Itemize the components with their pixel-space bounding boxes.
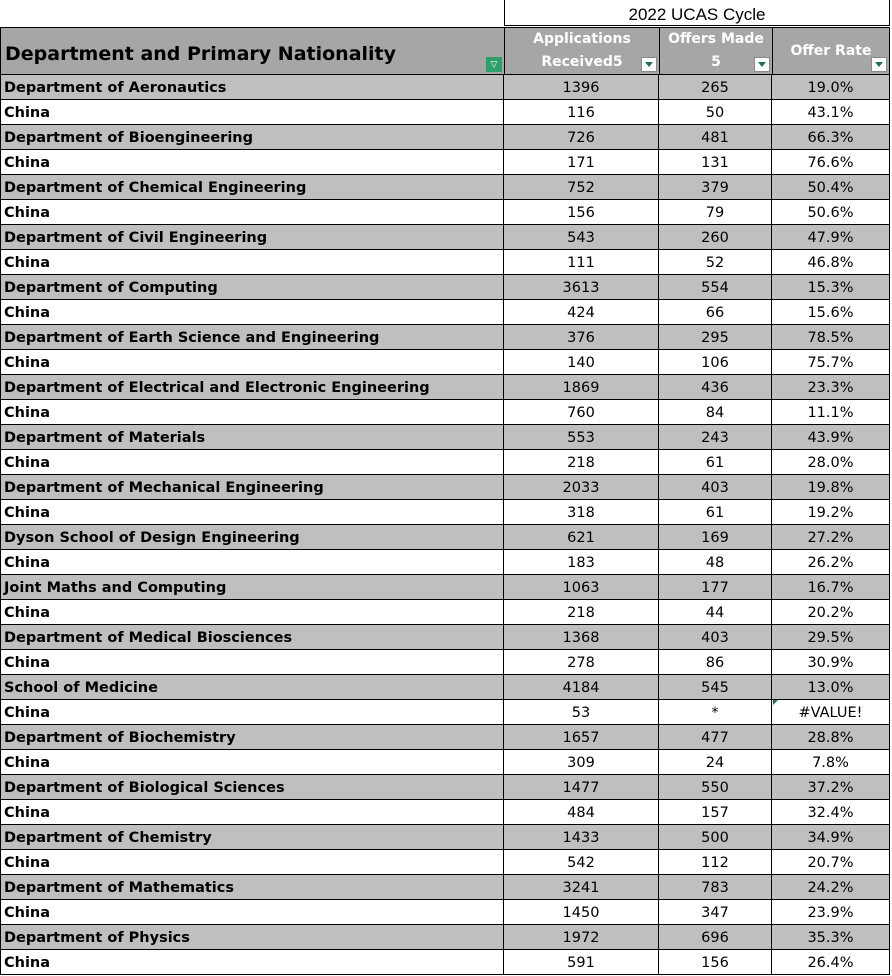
department-row <box>0 275 890 300</box>
cycle-title[interactable]: 2022 UCAS Cycle <box>504 0 890 26</box>
offers-cell[interactable]: 79 <box>659 200 772 224</box>
offers-cell[interactable]: 243 <box>659 425 772 449</box>
header-offers-line2: 5 <box>711 54 721 70</box>
applications-cell[interactable]: 1477 <box>504 775 659 799</box>
name-cell[interactable]: Department of Bioengineering <box>1 125 504 149</box>
nationality-row <box>0 400 890 425</box>
nationality-row <box>0 250 890 275</box>
applications-cell[interactable]: 760 <box>504 400 659 424</box>
applications-cell[interactable]: 171 <box>504 150 659 174</box>
department-row <box>0 225 890 250</box>
department-row <box>0 875 890 900</box>
offer-rate-cell[interactable]: 34.9% <box>807 830 854 846</box>
department-row <box>0 775 890 800</box>
offers-cell[interactable]: 157 <box>659 800 772 824</box>
offers-cell[interactable]: 379 <box>659 175 772 199</box>
applications-cell[interactable]: 278 <box>504 650 659 674</box>
offer-rate-cell[interactable]: 13.0% <box>807 680 854 696</box>
offers-cell[interactable]: 24 <box>659 750 772 774</box>
name-cell[interactable]: China <box>1 900 504 924</box>
applications-cell[interactable]: 218 <box>504 450 659 474</box>
name-cell[interactable]: Department of Medical Biosciences <box>1 625 504 649</box>
applications-cell[interactable]: 543 <box>504 225 659 249</box>
offers-cell[interactable]: 44 <box>659 600 772 624</box>
offer-rate-cell[interactable]: 26.4% <box>807 955 854 971</box>
offer-rate-cell[interactable]: 20.7% <box>807 855 854 871</box>
filter-active-icon[interactable] <box>486 57 502 72</box>
name-cell[interactable]: China <box>1 750 504 774</box>
offers-cell[interactable]: 783 <box>659 875 772 899</box>
name-cell[interactable]: Department of Aeronautics <box>1 75 504 99</box>
nationality-row <box>0 950 890 975</box>
offer-rate-cell[interactable]: 29.5% <box>807 630 854 646</box>
header-offers[interactable] <box>660 28 773 74</box>
name-cell[interactable]: Department of Materials <box>1 425 504 449</box>
nationality-row <box>0 900 890 925</box>
offer-rate-cell[interactable]: 47.9% <box>807 230 854 246</box>
department-row <box>0 625 890 650</box>
nationality-row <box>0 750 890 775</box>
offers-cell[interactable]: 131 <box>659 150 772 174</box>
name-cell[interactable]: China <box>1 600 504 624</box>
name-cell[interactable]: Dyson School of Design Engineering <box>1 525 504 549</box>
applications-cell[interactable]: 542 <box>504 850 659 874</box>
header-offers-line1: Offers Made <box>668 31 764 47</box>
nationality-row <box>0 500 890 525</box>
name-cell[interactable]: China <box>1 100 504 124</box>
applications-cell[interactable]: 1063 <box>504 575 659 599</box>
offers-cell[interactable]: 84 <box>659 400 772 424</box>
offer-rate-cell[interactable]: 15.3% <box>807 280 854 296</box>
department-row <box>0 725 890 750</box>
department-row <box>0 575 890 600</box>
name-cell[interactable]: Department of Computing <box>1 275 504 299</box>
applications-cell[interactable]: 53 <box>504 700 659 724</box>
table-header <box>0 27 890 75</box>
offers-cell[interactable]: 86 <box>659 650 772 674</box>
offers-cell[interactable]: 295 <box>659 325 772 349</box>
name-cell[interactable]: China <box>1 800 504 824</box>
offers-cell[interactable]: 477 <box>659 725 772 749</box>
name-cell[interactable]: China <box>1 500 504 524</box>
offers-cell[interactable]: 260 <box>659 225 772 249</box>
name-cell[interactable]: China <box>1 150 504 174</box>
filter-dropdown-icon[interactable] <box>871 57 887 72</box>
offer-rate-cell[interactable]: 66.3% <box>807 130 854 146</box>
applications-cell[interactable]: 1972 <box>504 925 659 949</box>
applications-cell[interactable]: 2033 <box>504 475 659 499</box>
header-offer-rate[interactable] <box>773 28 889 74</box>
name-cell[interactable]: Department of Earth Science and Engineering <box>1 325 504 349</box>
nationality-row <box>0 200 890 225</box>
offers-cell[interactable]: 436 <box>659 375 772 399</box>
offer-rate-cell[interactable]: 43.9% <box>807 430 854 446</box>
nationality-row <box>0 100 890 125</box>
applications-cell[interactable]: 3241 <box>504 875 659 899</box>
applications-cell[interactable]: 4184 <box>504 675 659 699</box>
name-cell[interactable]: China <box>1 700 504 724</box>
applications-cell[interactable]: 376 <box>504 325 659 349</box>
header-applications-line1: Applications <box>533 31 631 47</box>
offers-cell[interactable]: 403 <box>659 475 772 499</box>
offer-rate-cell[interactable]: 30.9% <box>807 655 854 671</box>
offer-rate-cell[interactable]: 27.2% <box>807 530 854 546</box>
name-cell[interactable]: China <box>1 350 504 374</box>
offer-rate-cell[interactable]: 19.0% <box>807 80 854 96</box>
name-cell[interactable]: Department of Biochemistry <box>1 725 504 749</box>
applications-cell[interactable]: 553 <box>504 425 659 449</box>
cycle-title-row <box>0 0 892 27</box>
filter-dropdown-icon[interactable] <box>754 57 770 72</box>
department-row <box>0 675 890 700</box>
applications-cell[interactable]: 1869 <box>504 375 659 399</box>
offers-cell[interactable]: 265 <box>659 75 772 99</box>
offer-rate-cell[interactable]: 76.6% <box>807 155 854 171</box>
applications-cell[interactable]: 111 <box>504 250 659 274</box>
offers-cell[interactable]: 169 <box>659 525 772 549</box>
header-department[interactable] <box>1 28 505 74</box>
offers-cell[interactable]: 48 <box>659 550 772 574</box>
applications-cell[interactable]: 621 <box>504 525 659 549</box>
offer-rate-cell[interactable]: 50.6% <box>807 205 854 221</box>
name-cell[interactable]: China <box>1 850 504 874</box>
department-row <box>0 925 890 950</box>
applications-cell[interactable]: 484 <box>504 800 659 824</box>
offers-cell[interactable]: * <box>659 700 772 724</box>
offer-rate-cell[interactable]: 75.7% <box>807 355 854 371</box>
offers-cell[interactable]: 66 <box>659 300 772 324</box>
offers-cell[interactable]: 106 <box>659 350 772 374</box>
department-row <box>0 125 890 150</box>
applications-cell[interactable]: 309 <box>504 750 659 774</box>
applications-cell[interactable]: 591 <box>504 950 659 974</box>
offer-rate-cell[interactable]: 19.8% <box>807 480 854 496</box>
name-cell[interactable]: China <box>1 550 504 574</box>
applications-cell[interactable]: 140 <box>504 350 659 374</box>
offer-rate-cell[interactable]: 35.3% <box>807 930 854 946</box>
department-row <box>0 425 890 450</box>
name-cell[interactable]: Department of Civil Engineering <box>1 225 504 249</box>
offer-rate-cell[interactable]: #VALUE! <box>798 705 863 721</box>
offer-rate-cell[interactable]: 23.9% <box>807 905 854 921</box>
offers-cell[interactable]: 177 <box>659 575 772 599</box>
offer-rate-cell[interactable]: 16.7% <box>807 580 854 596</box>
error-indicator-icon[interactable] <box>773 700 778 705</box>
applications-cell[interactable]: 218 <box>504 600 659 624</box>
department-row <box>0 375 890 400</box>
applications-cell[interactable]: 1368 <box>504 625 659 649</box>
header-applications[interactable] <box>505 28 660 74</box>
offer-rate-cell[interactable]: 24.2% <box>807 880 854 896</box>
nationality-row <box>0 850 890 875</box>
offer-rate-cell[interactable]: 78.5% <box>807 330 854 346</box>
nationality-row <box>0 600 890 625</box>
applications-cell[interactable]: 1433 <box>504 825 659 849</box>
applications-cell[interactable]: 116 <box>504 100 659 124</box>
offers-cell[interactable]: 50 <box>659 100 772 124</box>
applications-cell[interactable]: 1450 <box>504 900 659 924</box>
applications-cell[interactable]: 183 <box>504 550 659 574</box>
offer-rate-cell[interactable]: 28.0% <box>807 455 854 471</box>
department-row <box>0 325 890 350</box>
offer-rate-cell[interactable]: 15.6% <box>807 305 854 321</box>
nationality-row <box>0 150 890 175</box>
nationality-row <box>0 300 890 325</box>
offers-cell[interactable]: 61 <box>659 500 772 524</box>
filter-dropdown-icon[interactable] <box>641 57 657 72</box>
name-cell[interactable]: Department of Mathematics <box>1 875 504 899</box>
offers-cell[interactable]: 550 <box>659 775 772 799</box>
nationality-row <box>0 550 890 575</box>
name-cell[interactable]: China <box>1 400 504 424</box>
offers-cell[interactable]: 112 <box>659 850 772 874</box>
name-cell[interactable]: China <box>1 950 504 974</box>
name-cell[interactable]: China <box>1 300 504 324</box>
department-row <box>0 525 890 550</box>
offers-cell[interactable]: 52 <box>659 250 772 274</box>
applications-cell[interactable]: 424 <box>504 300 659 324</box>
offer-rate-cell[interactable]: 43.1% <box>807 105 854 121</box>
offer-rate-cell[interactable]: 50.4% <box>807 180 854 196</box>
table-body <box>0 75 890 975</box>
offer-rate-cell[interactable]: 32.4% <box>807 805 854 821</box>
name-cell[interactable]: Department of Chemical Engineering <box>1 175 504 199</box>
applications-cell[interactable]: 156 <box>504 200 659 224</box>
applications-cell[interactable]: 318 <box>504 500 659 524</box>
department-row <box>0 75 890 100</box>
offer-rate-cell[interactable]: 37.2% <box>807 780 854 796</box>
offers-cell[interactable]: 696 <box>659 925 772 949</box>
applications-cell[interactable]: 1396 <box>504 75 659 99</box>
name-cell[interactable]: China <box>1 200 504 224</box>
offer-rate-cell[interactable]: 28.8% <box>807 730 854 746</box>
offers-cell[interactable]: 347 <box>659 900 772 924</box>
offer-rate-cell[interactable]: 20.2% <box>807 605 854 621</box>
applications-cell[interactable]: 3613 <box>504 275 659 299</box>
department-row <box>0 825 890 850</box>
applications-cell[interactable]: 1657 <box>504 725 659 749</box>
department-row <box>0 175 890 200</box>
offer-rate-cell[interactable]: 46.8% <box>807 255 854 271</box>
offers-cell[interactable]: 61 <box>659 450 772 474</box>
name-cell[interactable]: Joint Maths and Computing <box>1 575 504 599</box>
nationality-row <box>0 650 890 675</box>
name-cell[interactable]: Department of Physics <box>1 925 504 949</box>
name-cell[interactable]: School of Medicine <box>1 675 504 699</box>
header-applications-line2: Received5 <box>541 54 623 70</box>
offers-cell[interactable]: 500 <box>659 825 772 849</box>
header-offer-rate-label: Offer Rate <box>790 43 872 59</box>
nationality-row <box>0 450 890 475</box>
applications-cell[interactable]: 752 <box>504 175 659 199</box>
offers-cell[interactable]: 156 <box>659 950 772 974</box>
applications-cell[interactable]: 726 <box>504 125 659 149</box>
offers-cell[interactable]: 403 <box>659 625 772 649</box>
name-cell[interactable]: Department of Biological Sciences <box>1 775 504 799</box>
nationality-row <box>0 700 890 725</box>
name-cell[interactable]: Department of Electrical and Electronic Engineering <box>1 375 504 399</box>
offers-cell[interactable]: 545 <box>659 675 772 699</box>
offer-rate-cell[interactable]: 11.1% <box>807 405 854 421</box>
nationality-row <box>0 350 890 375</box>
offer-rate-cell[interactable]: 26.2% <box>807 555 854 571</box>
header-department-label: Department and Primary Nationality <box>5 43 397 65</box>
department-row <box>0 475 890 500</box>
name-cell[interactable]: Department of Chemistry <box>1 825 504 849</box>
offers-cell[interactable]: 554 <box>659 275 772 299</box>
offers-cell[interactable]: 481 <box>659 125 772 149</box>
offer-rate-cell[interactable]: 19.2% <box>807 505 854 521</box>
nationality-row <box>0 800 890 825</box>
name-cell[interactable]: Department of Mechanical Engineering <box>1 475 504 499</box>
offer-rate-cell[interactable]: 23.3% <box>807 380 854 396</box>
offer-rate-cell[interactable]: 7.8% <box>812 755 849 771</box>
name-cell[interactable]: China <box>1 450 504 474</box>
name-cell[interactable]: China <box>1 250 504 274</box>
name-cell[interactable]: China <box>1 650 504 674</box>
